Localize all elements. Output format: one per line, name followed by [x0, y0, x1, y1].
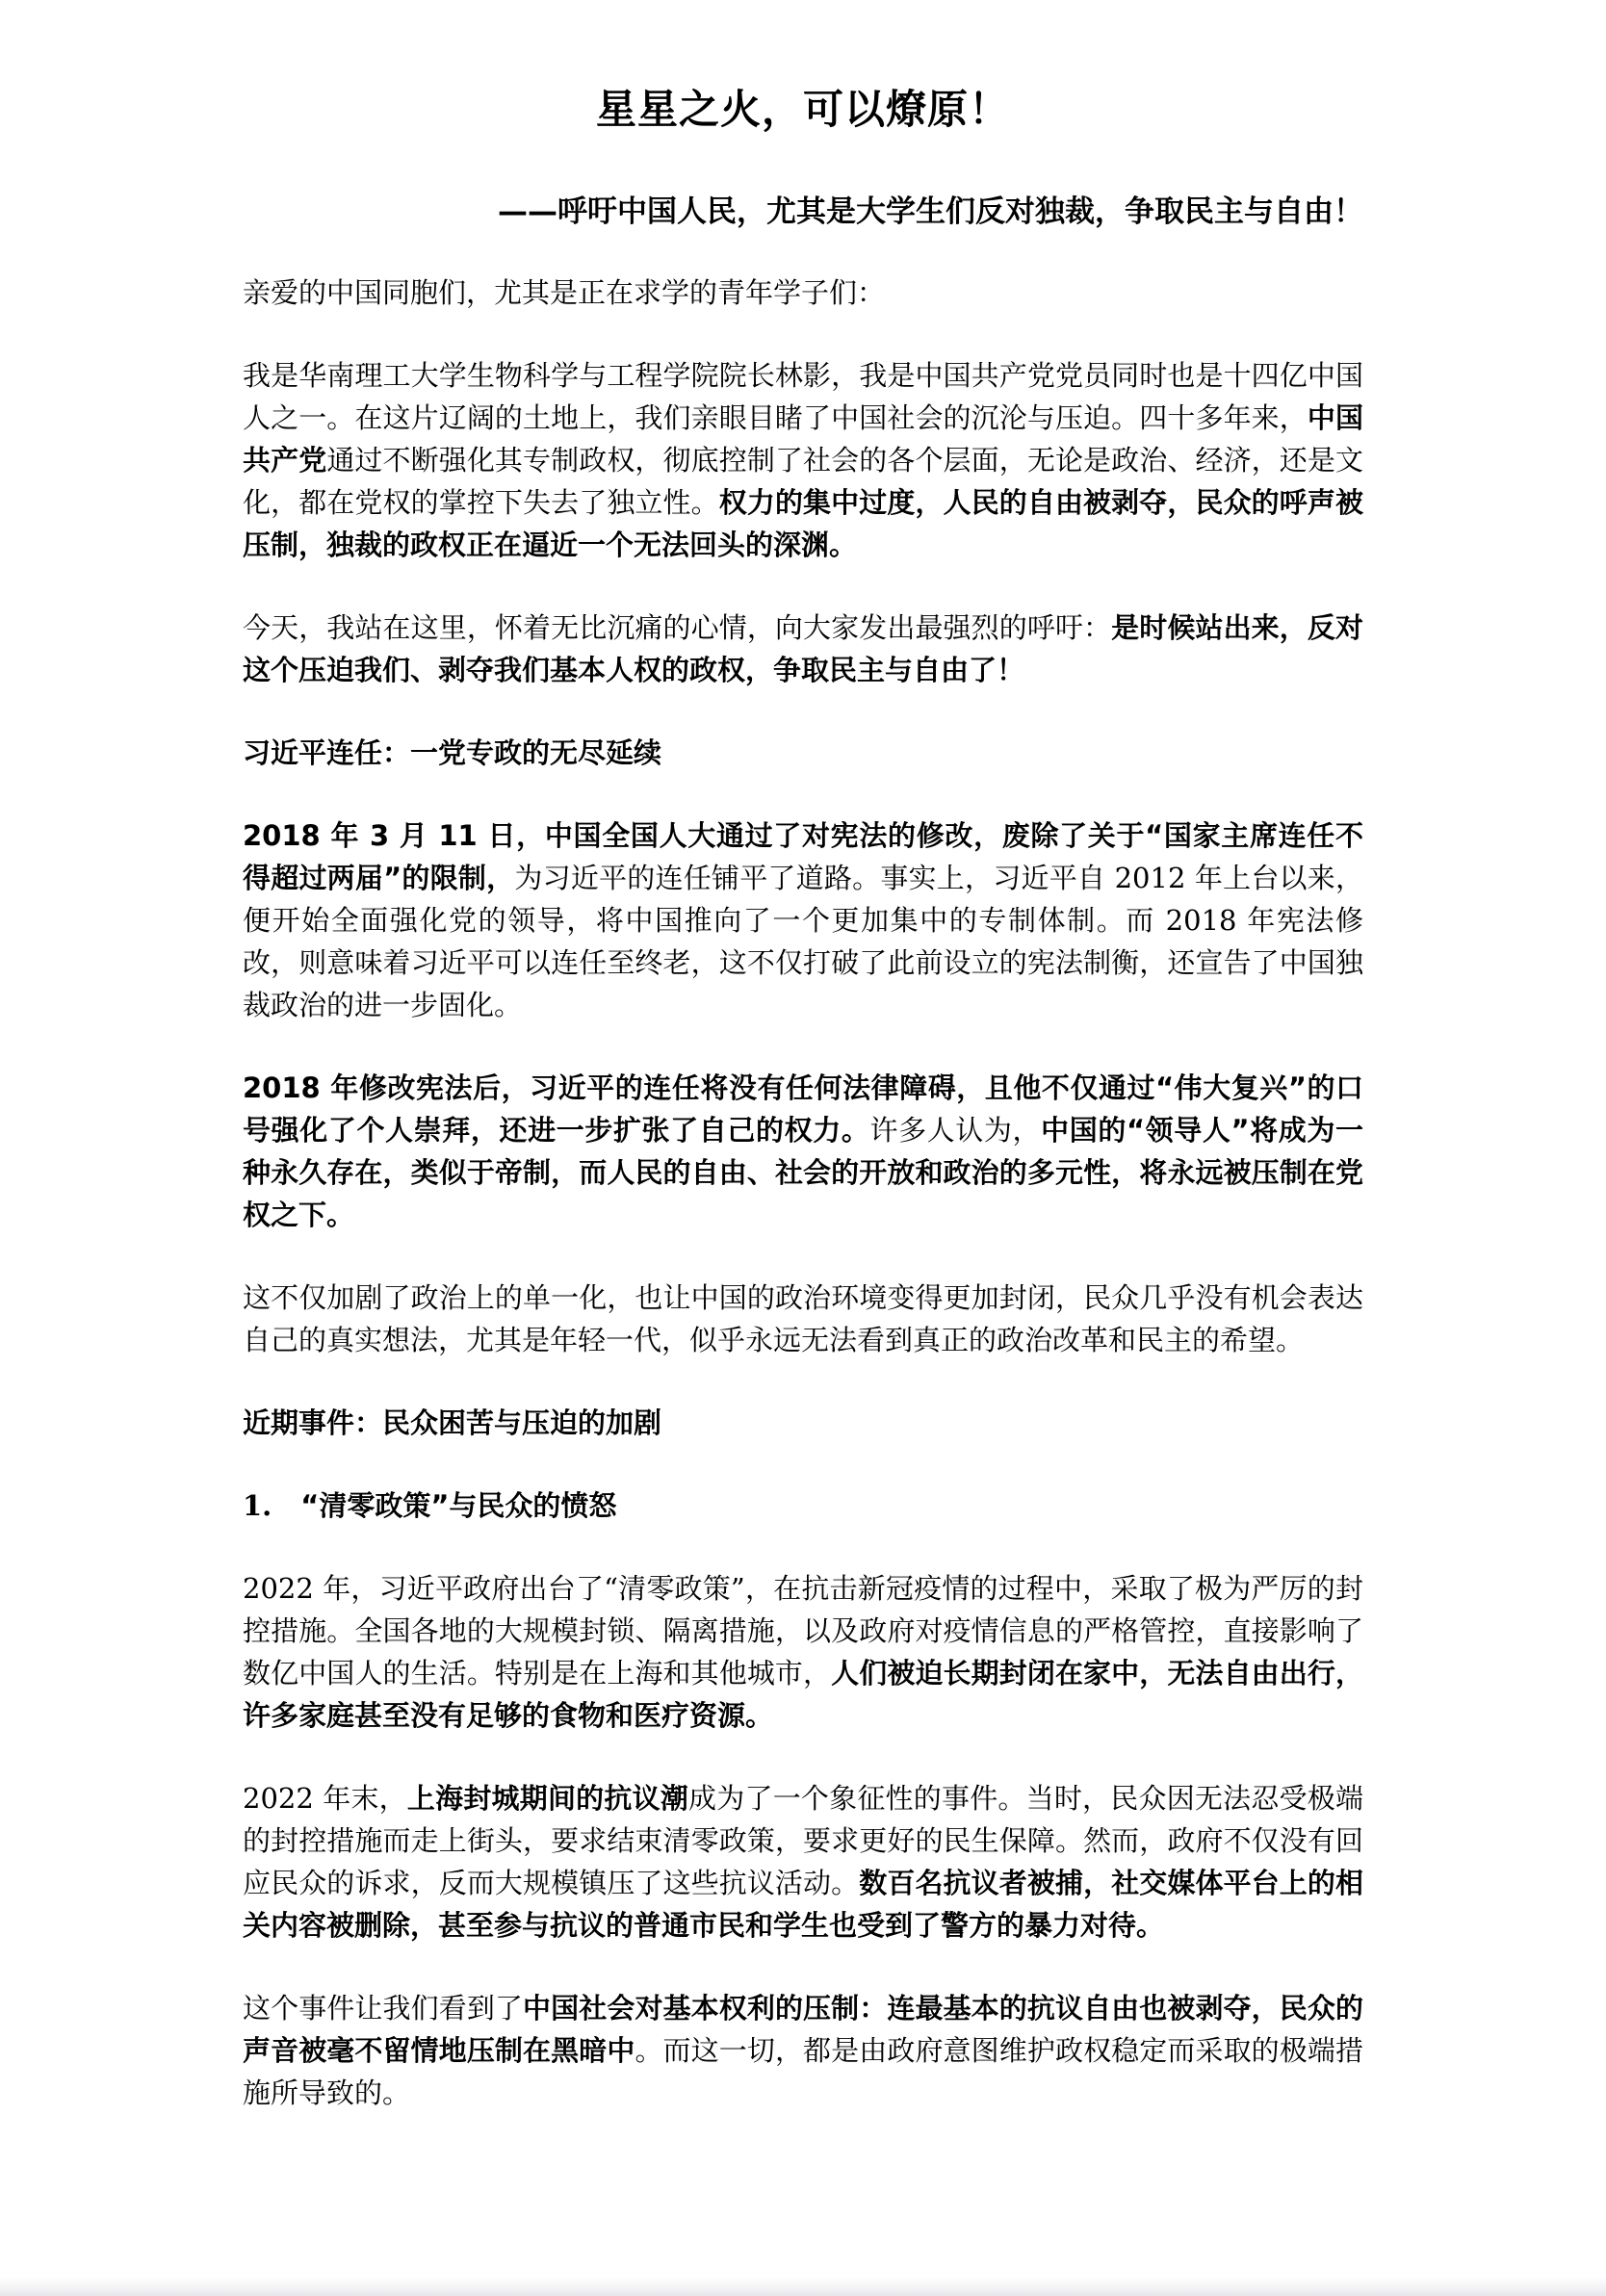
bold-text-run: 人们被迫长期封闭在家中，无法自由出行，许多家庭甚至没有足够的食物和医疗资源。 — [243, 1657, 1363, 1732]
document-body — [243, 271, 1363, 2114]
text-run: 成为了一个象征性的事件。当时，民众因无法忍受极端的封控措施而走上街头，要求结束清零政策，要求更好的民生保障。然而，政府不仅没有回应民众的诉求，反而大规模镇压了这些抗议活动。 — [243, 1782, 1363, 1899]
doc-title: 星星之火，可以燎原！ — [595, 86, 1010, 133]
bold-text-run: 习近平连任：一党专政的无尽延续 — [243, 736, 662, 769]
text-run: 。而这一切，都是由政府意图维护政权稳定而采取的极端措施所导致的。 — [243, 2034, 1363, 2109]
paragraph — [243, 1067, 1363, 1236]
numbered-heading — [243, 1484, 1363, 1527]
bold-text-run: 中国的“领导人”将成为一种永久存在，类似于帝制，而人民的自由、社会的开放和政治的多元性，将永远被压制在党权之下。 — [243, 1114, 1363, 1231]
bold-text-run: 权力的集中过度，人民的自由被剥夺，民众的呼声被压制，独裁的政权正在逼近一个无法回头的深渊。 — [243, 486, 1363, 561]
bold-text-run: 2018 年 3 月 11 日，中国全国人大通过了对宪法的修改，废除了关于“国家主席连任不得超过两届”的限制， — [243, 819, 1363, 894]
text-run: 我是华南理工大学生物科学与工程学院院长林影，我是中国共产党党员同时也是十四亿中国人之一。在这片辽阔的土地上，我们亲眼目睹了中国社会的沉沦与压迫。四十多年来， — [243, 359, 1363, 434]
paragraph — [243, 354, 1363, 566]
bold-text-run: 上海封城期间的抗议潮 — [406, 1782, 689, 1815]
text-run: 这个事件让我们看到了 — [243, 1992, 524, 2025]
section-heading — [243, 1402, 1363, 1444]
page-bottom-edge — [0, 2277, 1606, 2296]
paragraph — [243, 1777, 1363, 1947]
doc-subtitle: ——呼吁中国人民，尤其是大学生们反对独裁，争取民主与自由！ — [498, 194, 1363, 229]
bold-text-run: “清零政策”与民众的愤怒 — [300, 1489, 617, 1522]
text-run: 这不仅加剧了政治上的单一化，也让中国的政治环境变得更加封闭，民众几乎没有机会表达自己的真实想法，尤其是年轻一代，似乎永远无法看到真正的政治改革和民主的希望。 — [243, 1281, 1363, 1356]
paragraph — [243, 606, 1363, 691]
paragraph — [243, 1987, 1363, 2114]
paragraph — [243, 1277, 1363, 1361]
bold-text-run: 数百名抗议者被捕，社交媒体平台上的相关内容被删除，甚至参与抗议的普通市民和学生也受到了警方的暴力对待。 — [243, 1867, 1363, 1942]
text-run: 亲爱的中国同胞们，尤其是正在求学的青年学子们： — [243, 276, 886, 309]
bold-text-run: 2018 年修改宪法后，习近平的连任将没有任何法律障碍，且他不仅通过“伟大复兴”的口号强化了个人崇拜，还进一步扩张了自己的权力。 — [243, 1071, 1363, 1147]
paragraph — [243, 814, 1363, 1026]
paragraph — [243, 1567, 1363, 1737]
paragraph — [243, 271, 1363, 314]
text-run: 2022 年末， — [243, 1782, 407, 1815]
bold-text-run: 是时候站出来，反对这个压迫我们、剥夺我们基本人权的政权，争取民主与自由了！ — [243, 611, 1363, 686]
text-run: 通过不断强化其专制政权，彻底控制了社会的各个层面，无论是政治、经济，还是文化，都在党权的掌控下失去了独立性。 — [243, 444, 1363, 519]
section-heading — [243, 732, 1363, 774]
text-run: 2022 年，习近平政府出台了“清零政策”，在抗击新冠疫情的过程中，采取了极为严厉的封控措施。全国各地的大规模封锁、隔离措施，以及政府对疫情信息的严格管控，直接影响了数亿中国人的生活。特别是在上海和其他城市， — [243, 1572, 1363, 1690]
bold-text-run: 中国社会对基本权利的压制：连最基本的抗议自由也被剥夺，民众的声音被毫不留情地压制在黑暗中 — [243, 1992, 1363, 2067]
text-run: 今天，我站在这里，怀着无比沉痛的心情，向大家发出最强烈的呼吁： — [243, 611, 1112, 644]
list-number: 1. — [243, 1489, 272, 1522]
bold-text-run: 中国共产党 — [243, 401, 1363, 477]
bold-text-run: 近期事件：民众困苦与压迫的加剧 — [243, 1406, 662, 1439]
text-run: 许多人认为， — [869, 1114, 1042, 1147]
text-run: 为习近平的连任铺平了道路。事实上，习近平自 2012 年上台以来，便开始全面强化党的领导，将中国推向了一个更加集中的专制体制。而 2018 年宪法修改，则意味着习近平可以连任至终老，这不仅打破了此前设立的宪法制衡，还宣告了中国独裁政治的进一步固化。 — [243, 862, 1364, 1021]
